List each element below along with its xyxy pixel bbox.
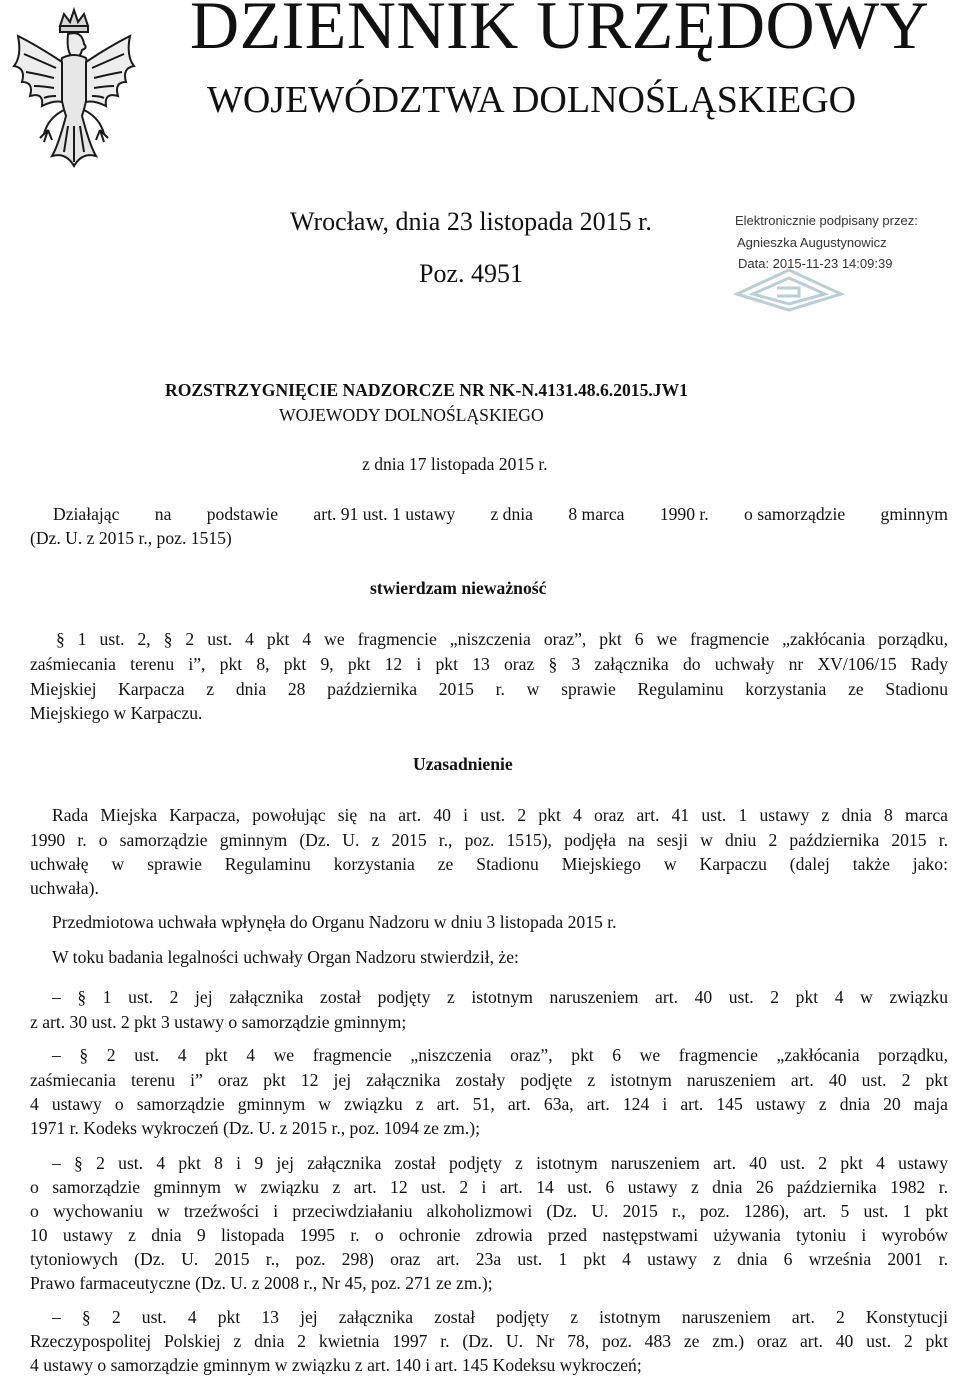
journal-title: DZIENNIK URZĘDOWY: [190, 0, 930, 63]
justification-heading: Uzasadnienie: [413, 754, 513, 774]
justification-p1-line-4: uchwała).: [30, 878, 99, 898]
justification-p1-line-2: 1990 r. o samorządzie gminnym (Dz. U. z 2015 r., poz. 1515), podjęła na sesji w dniu 2 października 2015 r.: [30, 830, 948, 850]
signature-stamp-icon: [733, 264, 845, 312]
intro-line-1: Działając na podstawie art. 91 ust. 1 ustawy z dnia 8 marca 1990 r. o samorządzie gminnym: [53, 504, 948, 524]
justification-p3: W toku badania legalności uchwały Organ Nadzoru stwierdził, że:: [52, 947, 519, 967]
bullet-2-line-1: – § 2 ust. 4 pkt 4 we fragmencie „niszczenia oraz”, pkt 6 we fragmencie „zakłócania porządku,: [52, 1045, 948, 1065]
bullet-3-line-2: o samorządzie gminnym w związku z art. 12 ust. 2 i art. 14 ust. 6 ustawy z dnia 26 października 1982 r.: [30, 1177, 948, 1197]
position-number: Poz. 4951: [419, 259, 523, 288]
bullet-2-line-2: zaśmiecania terenu i” oraz pkt 12 jej załącznika zostały podjęte z istotnym naruszeniem art. 40 ust. 2 pkt: [30, 1070, 948, 1090]
bullet-3-line-4: 10 ustawy z dnia 9 listopada 1995 r. o ochronie zdrowia przed następstwami używania tytoniu i wyrobów: [30, 1225, 948, 1245]
decision-line-4: Miejskiego w Karpaczu.: [30, 703, 203, 723]
justification-p1-line-1: Rada Miejska Karpacza, powołując się na art. 40 i ust. 2 pkt 4 oraz art. 41 ust. 1 ustawy z dnia 8 marca: [52, 805, 948, 825]
signer-name: Agnieszka Augustynowicz: [737, 235, 887, 250]
polish-eagle-emblem-icon: [8, 6, 140, 176]
bullet-1-line-1: – § 1 ust. 2 jej załącznika został podjęty z istotnym naruszeniem art. 40 ust. 2 pkt 4 w związku: [52, 987, 948, 1007]
bullet-4-line-1: – § 2 ust. 4 pkt 13 jej załącznika został podjęty z istotnym naruszeniem art. 2 Konstytucji: [52, 1307, 948, 1327]
bullet-4-line-2: Rzeczypospolitej Polskiej z dnia 2 kwietnia 1997 r. (Dz. U. Nr 78, poz. 483 ze zm.) oraz art. 40 ust. 2 pkt: [30, 1331, 948, 1351]
bullet-2-line-4: 1971 r. Kodeks wykroczeń (Dz. U. z 2015 r., poz. 1094 ze zm.);: [30, 1118, 480, 1138]
signature-label: Elektronicznie podpisany przez:: [735, 213, 918, 228]
bullet-3-line-6: Prawo farmaceutyczne (Dz. U. z 2008 r., Nr 45, poz. 271 ze zm.);: [30, 1273, 493, 1293]
bullet-3-line-3: o wychowaniu w trzeźwości i przeciwdziałaniu alkoholizmowi (Dz. U. 2015 r., poz. 1286), art. 5 ust. 1 pkt: [30, 1201, 948, 1221]
intro-line-2: (Dz. U. z 2015 r., poz. 1515): [30, 528, 232, 548]
bullet-1-line-2: z art. 30 ust. 2 pkt 3 ustawy o samorządzie gminnym;: [30, 1012, 407, 1032]
journal-subtitle: WOJEWÓDZTWA DOLNOŚLĄSKIEGO: [207, 79, 857, 121]
act-date: z dnia 17 listopada 2015 r.: [362, 454, 548, 474]
justification-p1-line-3: uchwałę w sprawie Regulaminu korzystania ze Stadionu Miejskiego w Karpaczu (dalej także jako:: [30, 854, 948, 874]
bullet-2-line-3: 4 ustawy o samorządzie gminnym w związku z art. 51, art. 63a, art. 124 i art. 145 ustawy z dnia 20 maja: [30, 1094, 948, 1114]
decision-line-1: § 1 ust. 2, § 2 ust. 4 pkt 4 we fragmencie „niszczenia oraz”, pkt 6 we fragmencie „zakłócania porządku,: [56, 629, 948, 649]
act-authority: WOJEWODY DOLNOŚLĄSKIEGO: [279, 405, 544, 425]
decision-line-3: Miejskiej Karpacza z dnia 28 października 2015 r. w sprawie Regulaminu korzystania ze Stadionu: [30, 679, 948, 699]
publication-place-date: Wrocław, dnia 23 listopada 2015 r.: [290, 207, 652, 236]
bullet-4-line-3: 4 ustawy o samorządzie gminnym w związku z art. 140 i art. 145 Kodeksu wykroczeń;: [30, 1355, 642, 1375]
act-title: ROZSTRZYGNIĘCIE NADZORCZE NR NK-N.4131.48.6.2015.JW1: [165, 380, 688, 400]
decision-line-2: zaśmiecania terenu i”, pkt 8, pkt 9, pkt 12 i pkt 13 oraz § 3 załącznika do uchwały nr XV/106/15 Rady: [30, 654, 948, 674]
justification-p2: Przedmiotowa uchwała wpłynęła do Organu Nadzoru w dniu 3 listopada 2015 r.: [52, 912, 617, 932]
decision-heading: stwierdzam nieważność: [370, 578, 547, 598]
signature-date: Data: 2015-11-23 14:09:39: [738, 256, 893, 271]
bullet-3-line-1: – § 2 ust. 4 pkt 8 i 9 jej załącznika został podjęty z istotnym naruszeniem art. 40 ust. 2 pkt 4 ustawy: [52, 1153, 948, 1173]
bullet-3-line-5: tytoniowych (Dz. U. 2015 r., poz. 298) oraz art. 23a ust. 1 pkt 4 ustawy z dnia 6 września 2001 r.: [30, 1249, 948, 1269]
